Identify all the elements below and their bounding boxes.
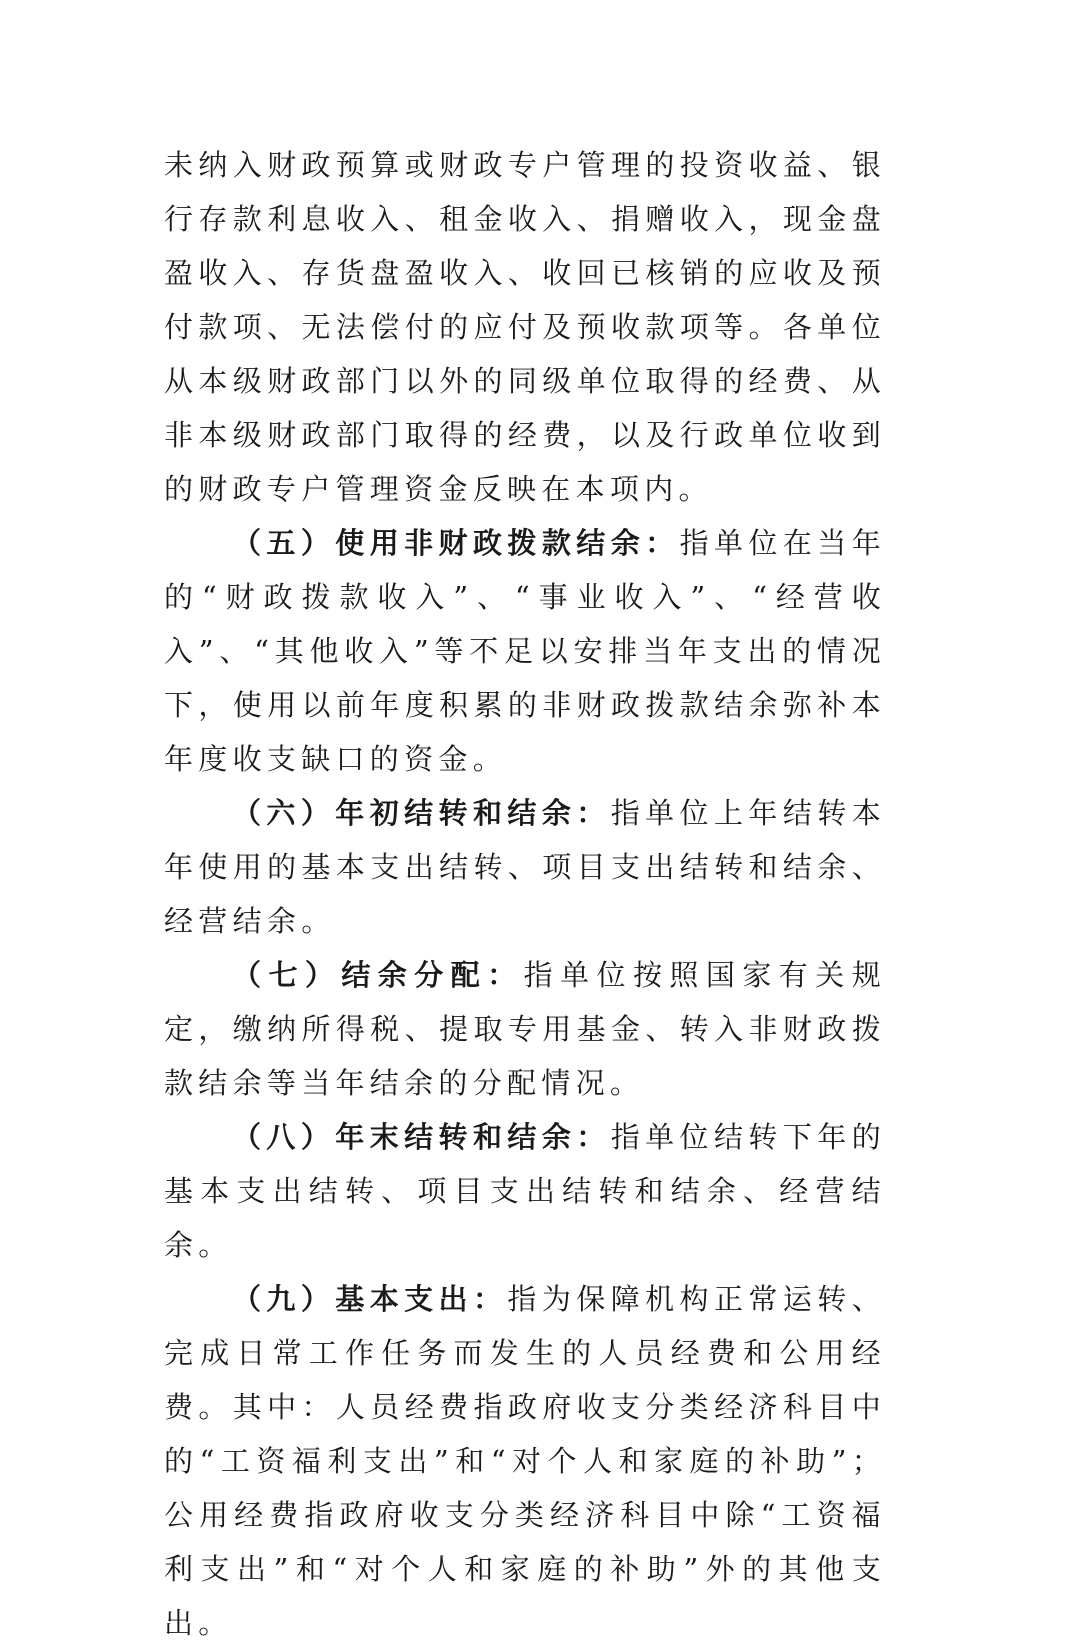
term-heading: （九）基本支出： (232, 1282, 508, 1316)
paragraph-text: 指单位按照国家有关规定，缴纳所得税、提取专用基金、转入非财政拨款结余等当年结余的分配情况。 (164, 958, 886, 1100)
paragraph-continued (164, 138, 886, 516)
paragraph-item-5 (164, 516, 886, 786)
term-heading: （五）使用非财政拨款结余： (232, 526, 680, 560)
paragraph-item-9 (164, 1272, 886, 1650)
paragraph-text: 指为保障机构正常运转、完成日常工作任务而发生的人员经费和公用经费。其中：人员经费指政府收支分类经济科目中的“工资福利支出”和“对个人和家庭的补助”；公用经费指政府收支分类经济科目中除“工资福利支出”和“对个人和家庭的补助”外的其他支出。 (164, 1282, 886, 1640)
paragraph-item-7 (164, 948, 886, 1110)
paragraph-text: 指单位上年结转本年使用的基本支出结转、项目支出结转和结余、经营结余。 (164, 796, 886, 938)
paragraph-text: 指单位在当年的“财政拨款收入”、“事业收入”、“经营收入”、“其他收入”等不足以安排当年支出的情况下，使用以前年度积累的非财政拨款结余弥补本年度收支缺口的资金。 (164, 526, 886, 776)
term-heading: （六）年初结转和结余： (232, 796, 611, 830)
paragraph-item-6 (164, 786, 886, 948)
document-body (164, 138, 886, 1650)
paragraph-text: 指单位结转下年的基本支出结转、项目支出结转和结余、经营结余。 (164, 1120, 886, 1262)
paragraph-text: 未纳入财政预算或财政专户管理的投资收益、银行存款利息收入、租金收入、捐赠收入，现金盘盈收入、存货盘盈收入、收回已核销的应收及预付款项、无法偿付的应付及预收款项等。各单位从本级财政部门以外的同级单位取得的经费、从非本级财政部门取得的经费，以及行政单位收到的财政专户管理资金反映在本项内。 (164, 148, 886, 506)
paragraph-item-8 (164, 1110, 886, 1272)
term-heading: （八）年末结转和结余： (232, 1120, 611, 1154)
term-heading: （七）结余分配： (232, 958, 524, 992)
